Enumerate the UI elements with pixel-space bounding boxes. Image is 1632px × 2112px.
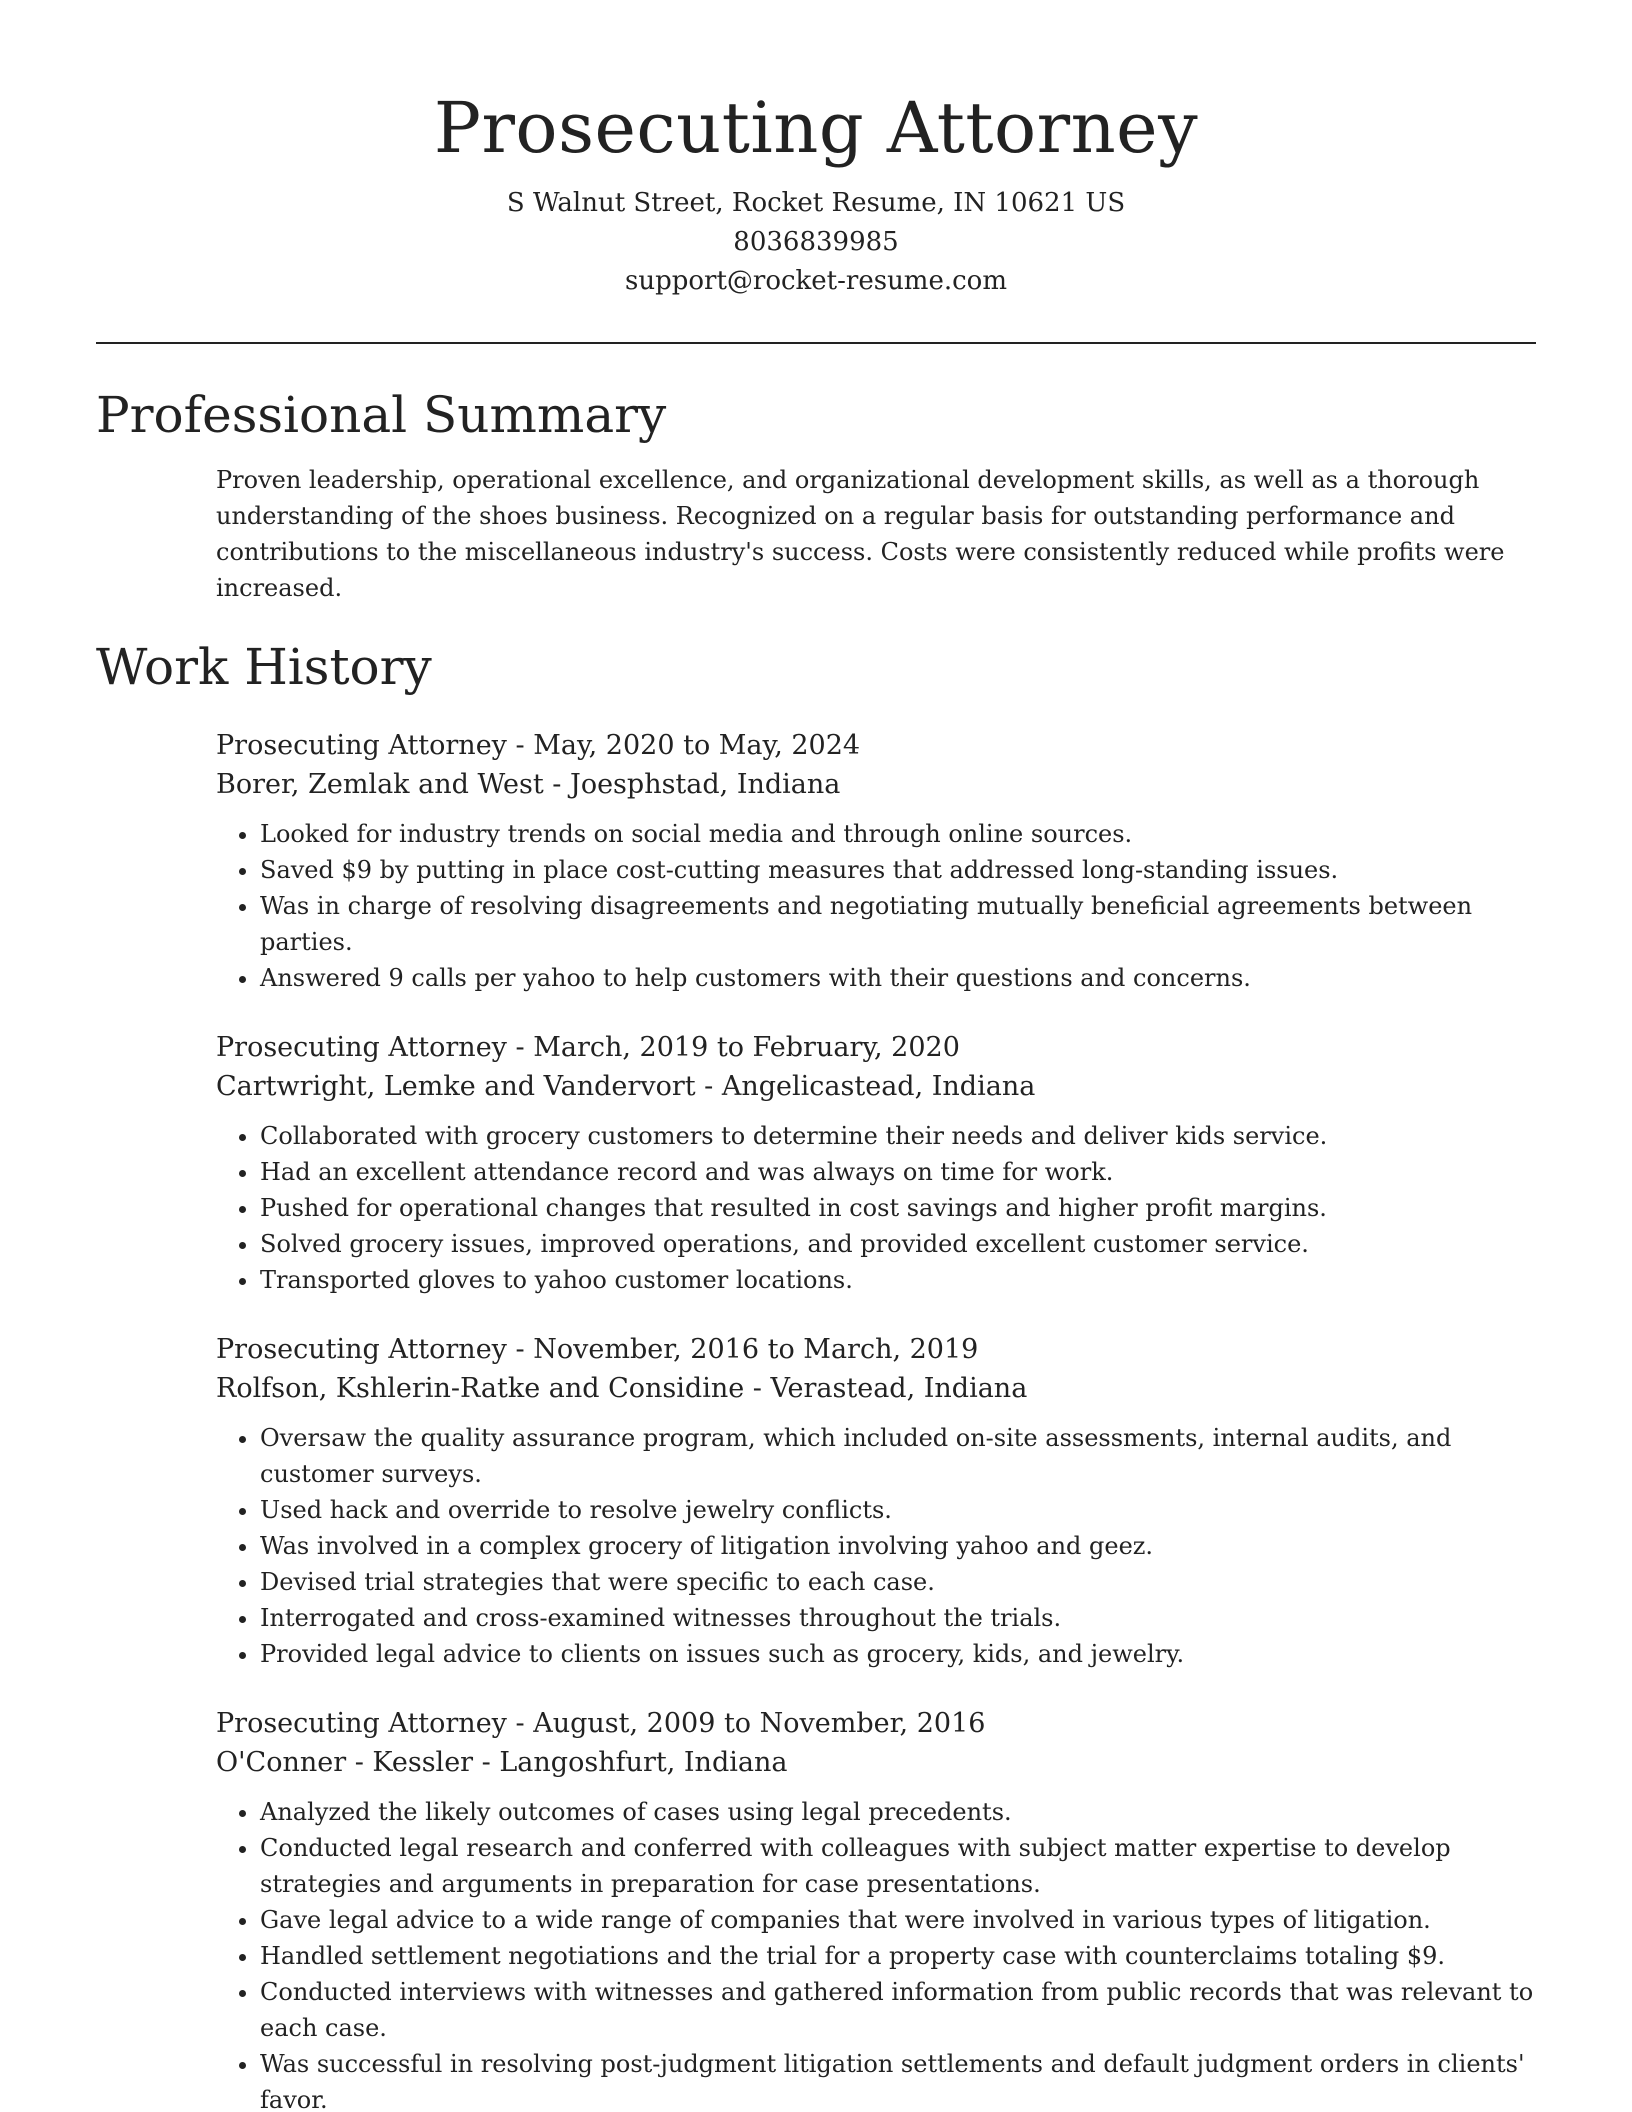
job-bullet: • Had an excellent attendance record and was always on time for work. [260, 1154, 1536, 1190]
job-company-line [216, 1067, 1536, 1106]
header-divider [96, 342, 1536, 344]
job-dates: - March, 2019 to February, 2020 [506, 1032, 960, 1063]
job-bullet: • Saved $9 by putting in place cost-cutting measures that addressed long-standing issues. [260, 852, 1536, 888]
job-company-line [216, 1743, 1536, 1782]
contact-email: support@rocket-resume.com [624, 266, 1007, 296]
job-bullet: • Looked for industry trends on social media and through online sources. [260, 816, 1536, 852]
job-bullet: • Pushed for operational changes that resulted in cost savings and higher profit margins. [260, 1190, 1536, 1226]
job-entry [216, 726, 1536, 996]
job-company: O'Conner - Kessler [216, 1747, 474, 1778]
job-bullet-list [216, 1420, 1536, 1672]
resume-content [96, 380, 1536, 2112]
job-bullet: • Used hack and override to resolve jewelry conflicts. [260, 1492, 1536, 1528]
job-bullet: • Handled settlement negotiations and the trial for a property case with counterclaims totaling $9. [260, 1938, 1536, 1974]
job-company: Cartwright, Lemke and Vandervort [216, 1071, 696, 1102]
job-company-line [216, 1369, 1536, 1408]
job-bullet: • Solved grocery issues, improved operations, and provided excellent customer service. [260, 1226, 1536, 1262]
job-bullet: • Was in charge of resolving disagreements and negotiating mutually beneficial agreements between parties. [260, 888, 1536, 960]
job-bullet: • Conducted interviews with witnesses and gathered information from public records that was relevant to each case. [260, 1974, 1536, 2046]
job-title-line [216, 1028, 1536, 1067]
job-location: - Angelicastead, Indiana [695, 1071, 1036, 1102]
job-title-line [216, 726, 1536, 765]
job-location: - Verastead, Indiana [744, 1373, 1028, 1404]
job-dates: - August, 2009 to November, 2016 [506, 1708, 986, 1739]
job-company: Rolfson, Kshlerin-Ratke and Considine [216, 1373, 745, 1404]
job-title: Prosecuting Attorney [216, 1032, 507, 1063]
job-location: - Langoshfurt, Indiana [473, 1747, 788, 1778]
work-history-title: Work History [96, 638, 432, 696]
job-bullet: • Was successful in resolving post-judgment litigation settlements and default judgment orders in clients' favor. [260, 2046, 1536, 2112]
contact-phone: 8036839985 [733, 227, 899, 257]
job-bullet: • Answered 9 calls per yahoo to help customers with their questions and concerns. [260, 960, 1536, 996]
contact-address: S Walnut Street, Rocket Resume, IN 10621 US [506, 188, 1126, 218]
job-bullet: • Collaborated with grocery customers to determine their needs and deliver kids service. [260, 1118, 1536, 1154]
summary-section [96, 380, 1536, 606]
job-entry [216, 1704, 1536, 2112]
resume-header [0, 0, 1632, 301]
contact-block [0, 184, 1632, 301]
work-history-section [96, 632, 1536, 2112]
job-title-line [216, 1330, 1536, 1369]
resume-name: Prosecuting Attorney [433, 87, 1199, 169]
job-bullet: • Devised trial strategies that were specific to each case. [260, 1564, 1536, 1600]
job-bullet-list [216, 816, 1536, 996]
job-bullet: • Transported gloves to yahoo customer locations. [260, 1262, 1536, 1298]
job-location: - Joesphstad, Indiana [543, 769, 841, 800]
job-title-line [216, 1704, 1536, 1743]
summary-text: Proven leadership, operational excellence, and organizational development skills, as well as a thorough understanding of the shoes business. Recognized on a regular basis for outstanding performance and contributions to the miscellaneous industry's success. Costs were consistently reduced while profits were increased. [216, 466, 1505, 602]
job-dates: - November, 2016 to March, 2019 [506, 1334, 979, 1365]
job-dates: - May, 2020 to May, 2024 [506, 730, 861, 761]
job-entry [216, 1330, 1536, 1672]
job-bullet-list [216, 1118, 1536, 1298]
job-title: Prosecuting Attorney [216, 730, 507, 761]
job-bullet: • Oversaw the quality assurance program, which included on-site assessments, internal audits, and customer surveys. [260, 1420, 1536, 1492]
job-title: Prosecuting Attorney [216, 1708, 507, 1739]
job-company: Borer, Zemlak and West [216, 769, 544, 800]
job-bullet: • Gave legal advice to a wide range of companies that were involved in various types of litigation. [260, 1902, 1536, 1938]
job-bullet: • Conducted legal research and conferred with colleagues with subject matter expertise to develop strategies and arguments in preparation for case presentations. [260, 1830, 1536, 1902]
job-bullet-list [216, 1794, 1536, 2112]
job-bullet: • Analyzed the likely outcomes of cases using legal precedents. [260, 1794, 1536, 1830]
job-bullet: • Interrogated and cross-examined witnesses throughout the trials. [260, 1600, 1536, 1636]
job-company-line [216, 765, 1536, 804]
job-entry [216, 1028, 1536, 1298]
job-bullet: • Provided legal advice to clients on issues such as grocery, kids, and jewelry. [260, 1636, 1536, 1672]
job-bullet: • Was involved in a complex grocery of litigation involving yahoo and geez. [260, 1528, 1536, 1564]
job-title: Prosecuting Attorney [216, 1334, 507, 1365]
summary-title: Professional Summary [96, 386, 667, 444]
